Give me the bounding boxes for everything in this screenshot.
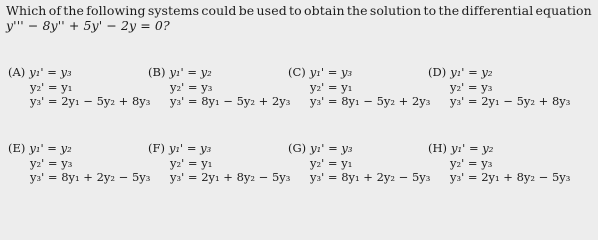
question-word: be <box>238 3 255 18</box>
option-d[interactable] <box>428 65 578 109</box>
question-word: equation <box>535 3 592 18</box>
option-label: (G) <box>288 141 307 155</box>
option-equation: y₂' = y₁ <box>170 155 213 170</box>
option-label: (E) <box>8 141 26 155</box>
option-label: (H) <box>428 141 448 155</box>
question-word: used <box>256 3 287 18</box>
option-equation: y₂' = y₃ <box>170 79 213 94</box>
option-equation: y₁' = y₃ <box>168 141 212 155</box>
option-label: (D) <box>428 65 447 79</box>
option-label: (C) <box>288 65 306 79</box>
option-equation: y₃' = 2y₁ − 5y₂ + 8y₃ <box>30 94 151 108</box>
question-word: systems <box>147 3 200 18</box>
option-equation: y₃' = 2y₁ − 5y₂ + 8y₃ <box>450 94 571 108</box>
option-equation: y₂' = y₁ <box>310 79 353 94</box>
option-equation: y₁' = y₃ <box>309 65 353 79</box>
question-text <box>6 3 592 33</box>
question-line-1 <box>6 3 592 18</box>
option-equation: y₁' = y₂ <box>451 141 494 155</box>
option-equation: y₃' = 8y₁ − 5y₂ + 2y₃ <box>170 94 291 108</box>
option-equation: y₃' = 8y₁ − 5y₂ + 2y₃ <box>310 94 431 108</box>
option-label: (B) <box>148 65 166 79</box>
option-equation: y₃' = 2y₁ + 8y₂ − 5y₃ <box>170 170 291 184</box>
option-f[interactable] <box>148 141 298 185</box>
option-equation: y₁' = y₂ <box>169 65 212 79</box>
question-word: solution <box>369 3 422 18</box>
option-equation: y₁' = y₃ <box>310 141 353 155</box>
question-word: of <box>48 3 62 18</box>
option-equation: y₂' = y₃ <box>30 155 73 170</box>
question-word: the <box>346 3 368 18</box>
question-word: obtain <box>304 3 345 18</box>
option-equation: y₂' = y₁ <box>30 79 73 94</box>
question-word: to <box>423 3 437 18</box>
option-g[interactable] <box>288 141 438 185</box>
question-word: differential <box>461 3 534 18</box>
question-word: to <box>289 3 302 18</box>
question-word: the <box>63 3 85 18</box>
option-equation: y₁' = y₂ <box>450 65 493 79</box>
option-b[interactable] <box>148 65 298 109</box>
option-equation: y₂' = y₁ <box>310 155 353 170</box>
question-word: could <box>201 3 237 18</box>
option-label: (A) <box>8 65 26 79</box>
option-e[interactable] <box>8 141 158 185</box>
question-equation: y''' − 8y'' + 5y' − 2y = 0? <box>6 18 170 33</box>
question-word: Which <box>6 3 47 18</box>
option-h[interactable] <box>428 141 578 185</box>
option-label: (F) <box>148 141 165 155</box>
question-word: following <box>86 3 146 18</box>
option-equation: y₂' = y₃ <box>450 155 493 170</box>
option-equation: y₃' = 8y₁ + 2y₂ − 5y₃ <box>30 170 151 184</box>
option-a[interactable] <box>8 65 158 109</box>
option-equation: y₃' = 2y₁ + 8y₂ − 5y₃ <box>450 170 571 184</box>
option-equation: y₂' = y₃ <box>450 79 493 94</box>
option-equation: y₁' = y₂ <box>29 141 72 155</box>
option-equation: y₁' = y₃ <box>29 65 72 79</box>
question-word: the <box>438 3 460 18</box>
option-c[interactable] <box>288 65 438 109</box>
option-equation: y₃' = 8y₁ + 2y₂ − 5y₃ <box>310 170 431 184</box>
